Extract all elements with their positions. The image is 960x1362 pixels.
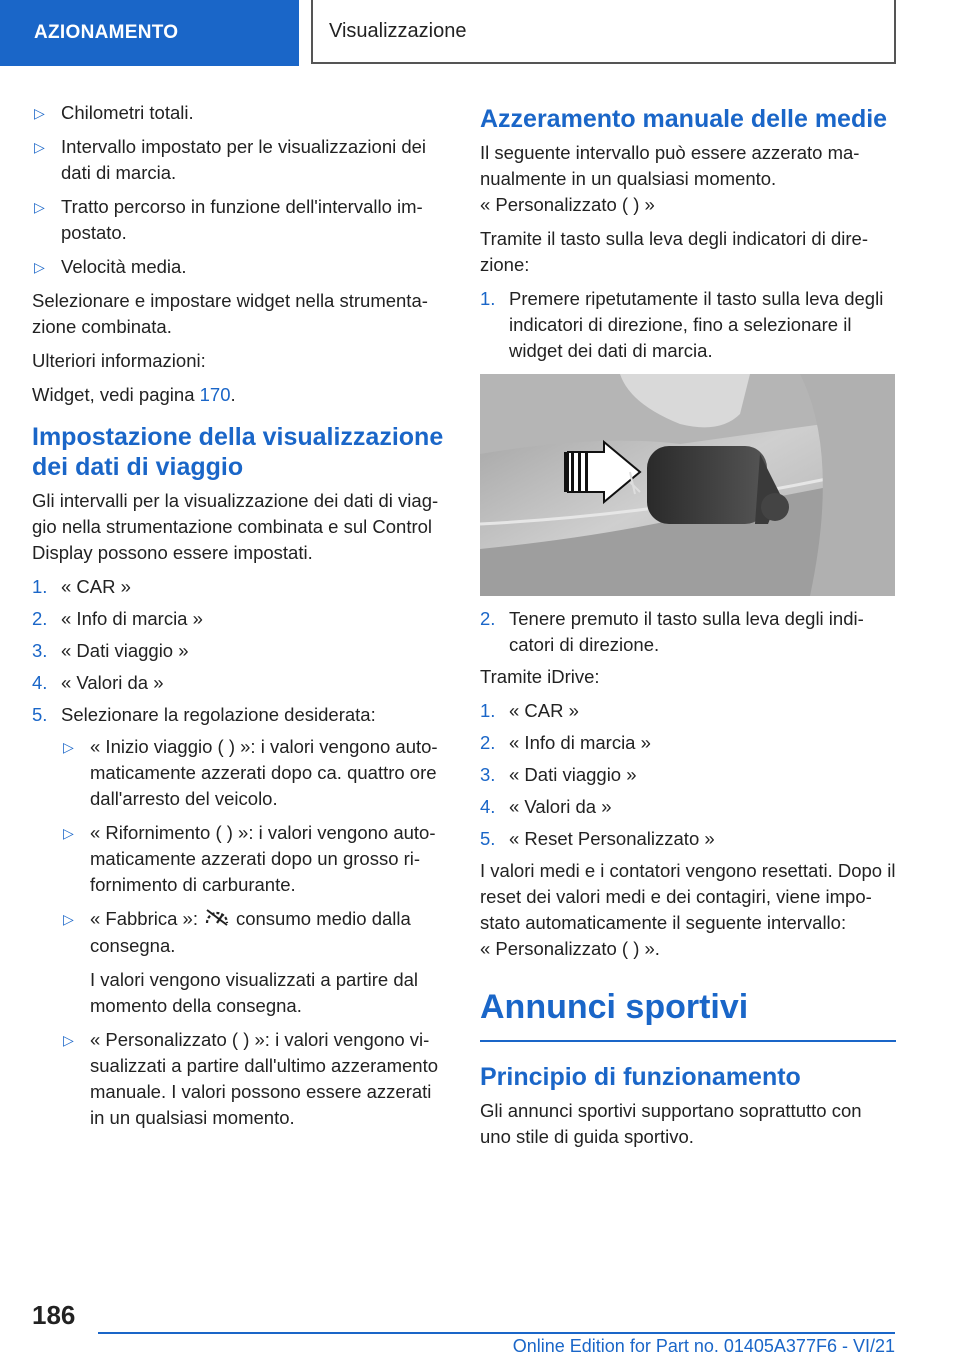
list-item: ▷ « Fabbrica »: consumo medio dalla consegna. — [63, 908, 411, 957]
list-item: ▷ « Rifornimento ( ) »: i valori vengono auto-maticamente azzerati dopo un grosso ri-fornimento di carburante. — [63, 822, 436, 895]
chapter-heading: Annunci sportivi — [480, 986, 896, 1042]
list-item: ▷ « Inizio viaggio ( ) »: i valori vengono auto-maticamente azzerati dopo ca. quattro ore dall'arresto del veicolo. — [63, 736, 438, 809]
paragraph: Gli annunci sportivi supportano soprattutto con uno stile di guida sportivo. — [480, 1100, 862, 1147]
section-heading: Impostazione della visualizzazione dei dati di viaggio — [32, 423, 444, 481]
section-heading: Principio di funzionamento — [480, 1063, 801, 1091]
paragraph: I valori medi e i contatori vengono resettati. Dopo il reset dei valori medi e dei contagiri, viene impo-stato automaticamente il seguente intervallo: — [480, 860, 896, 933]
triangle-bullet-icon: ▷ — [63, 911, 74, 927]
paragraph: Gli intervalli per la visualizzazione dei dati di viag-gio nella strumentazione combinata e sul Control Display possono essere impostati. — [32, 490, 439, 563]
step-item: 2. Tenere premuto il tasto sulla leva degli indi-catori di direzione. — [480, 608, 864, 655]
section-tab — [0, 0, 299, 66]
step-item: 1. Premere ripetutamente il tasto sulla leva degli indicatori di direzione, fino a selezionare il widget dei dati di marcia. — [480, 288, 884, 361]
page-number: 186 — [32, 1300, 76, 1330]
step-item: 2. « Info di marcia » — [480, 732, 651, 753]
step-item: 3. « Dati viaggio » — [480, 764, 637, 785]
step-item: 5. Selezionare la regolazione desiderata: — [32, 704, 376, 725]
paragraph: I valori vengono visualizzati a partire dal momento della consegna. — [90, 969, 419, 1017]
consumption-icon — [204, 907, 230, 933]
paragraph: « Personalizzato ( ) » — [480, 194, 655, 215]
list-item: ▷ Velocità media. — [32, 254, 448, 280]
section-title: AZIONAMENTO — [34, 22, 179, 43]
paragraph: Il seguente intervallo può essere azzerato ma-nualmente in un qualsiasi momento. — [480, 142, 860, 189]
paragraph: « Personalizzato ( ) ». — [480, 938, 660, 959]
footer-text: Online Edition for Part no. 01405A377F6 - VI/21 — [512, 1336, 895, 1356]
page-link[interactable]: 170 — [199, 384, 231, 405]
triangle-bullet-icon: ▷ — [34, 139, 45, 155]
triangle-bullet-icon: ▷ — [34, 199, 45, 215]
triangle-bullet-icon: ▷ — [63, 1032, 74, 1049]
step-item: 4. « Valori da » — [32, 672, 164, 693]
paragraph: Widget, vedi pagina 170. — [32, 384, 236, 405]
step-item: 3. « Dati viaggio » — [32, 640, 189, 661]
lever-photo — [480, 374, 895, 596]
paragraph: Tramite iDrive: — [480, 666, 600, 687]
section-heading: Azzeramento manuale delle medie — [480, 105, 888, 133]
list-item: ▷ Tratto percorso in funzione dell'intervallo im-postato. — [34, 196, 423, 243]
triangle-bullet-icon: ▷ — [63, 825, 74, 841]
footer-divider — [98, 1332, 895, 1334]
page-header-title: Visualizzazione — [329, 19, 467, 42]
step-item: 1. « CAR » — [32, 576, 131, 597]
triangle-bullet-icon: ▷ — [63, 739, 74, 755]
paragraph: Selezionare e impostare widget nella strumenta-zione combinata. — [32, 290, 428, 337]
step-item: 5. « Reset Personalizzato » — [480, 828, 715, 849]
list-item: ▷ Intervallo impostato per le visualizzazioni dei dati di marcia. — [34, 136, 427, 183]
sub-list — [61, 734, 448, 1131]
list-item: ▷ Chilometri totali. — [32, 100, 448, 126]
step-item: 1. « CAR » — [480, 700, 579, 721]
right-column — [480, 100, 896, 1158]
paragraph: Tramite il tasto sulla leva degli indicatori di dire-zione: — [480, 228, 868, 275]
triangle-bullet-icon: ▷ — [34, 259, 45, 275]
paragraph: Ulteriori informazioni: — [32, 350, 206, 371]
triangle-bullet-icon: ▷ — [34, 105, 45, 121]
page-header — [311, 0, 896, 64]
list-item: ▷ « Personalizzato ( ) »: i valori vengono vi-sualizzati a partire dall'ultimo azzeramento manuale. I valori possono essere azzerati in un qualsiasi momento. — [63, 1029, 438, 1129]
left-column — [32, 100, 448, 1139]
step-item: 2. « Info di marcia » — [32, 608, 203, 629]
step-item: 4. « Valori da » — [480, 796, 612, 817]
